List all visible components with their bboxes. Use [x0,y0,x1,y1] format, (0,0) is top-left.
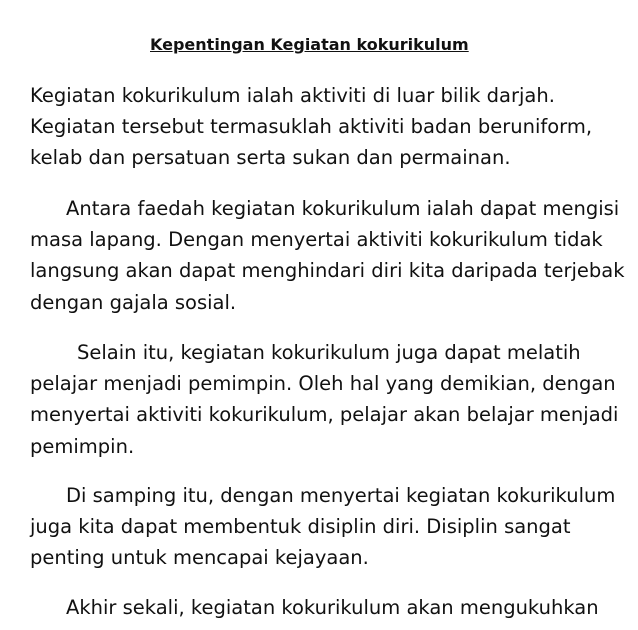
paragraph-leisure [30,193,638,318]
paragraph-line: menyertai aktiviti kokurikulum, pelajar akan belajar menjadi [30,403,619,427]
paragraph-line: penting untuk mencapai kejayaan. [30,546,369,570]
document-title: Kepentingan Kegiatan kokurikulum [150,35,469,54]
paragraph-leadership [30,337,638,462]
paragraph-line: Di samping itu, dengan menyertai kegiatan kokurikulum [66,484,616,507]
paragraph-line: dengan gajala sosial. [30,290,237,314]
paragraph-line: masa lapang. Dengan menyertai aktiviti kokurikulum tidak [30,228,603,252]
paragraph-line: Selain itu, kegiatan kokurikulum juga dapat melatih [77,341,581,364]
paragraph-line: Akhir sekali, kegiatan kokurikulum akan mengukuhkan [66,596,599,619]
paragraph-line: pelajar menjadi pemimpin. Oleh hal yang demikian, dengan [30,372,616,396]
paragraph-discipline [30,480,638,574]
paragraph-conclusion [30,592,638,623]
paragraph-line: Kegiatan tersebut termasuklah aktiviti badan beruniform, [30,115,593,139]
paragraph-line: langsung akan dapat menghindari diri kita daripada terjebak [30,259,625,283]
paragraph-line: Kegiatan kokurikulum ialah aktiviti di luar bilik darjah. [30,84,555,107]
paragraph-line: pemimpin. [30,434,135,458]
paragraph-line: Antara faedah kegiatan kokurikulum ialah dapat mengisi [66,197,620,220]
paragraph-introduction [30,80,638,174]
paragraph-line: kelab dan persatuan serta sukan dan permainan. [30,146,511,170]
paragraph-line: juga kita dapat membentuk disiplin diri. Disiplin sangat [30,515,571,539]
